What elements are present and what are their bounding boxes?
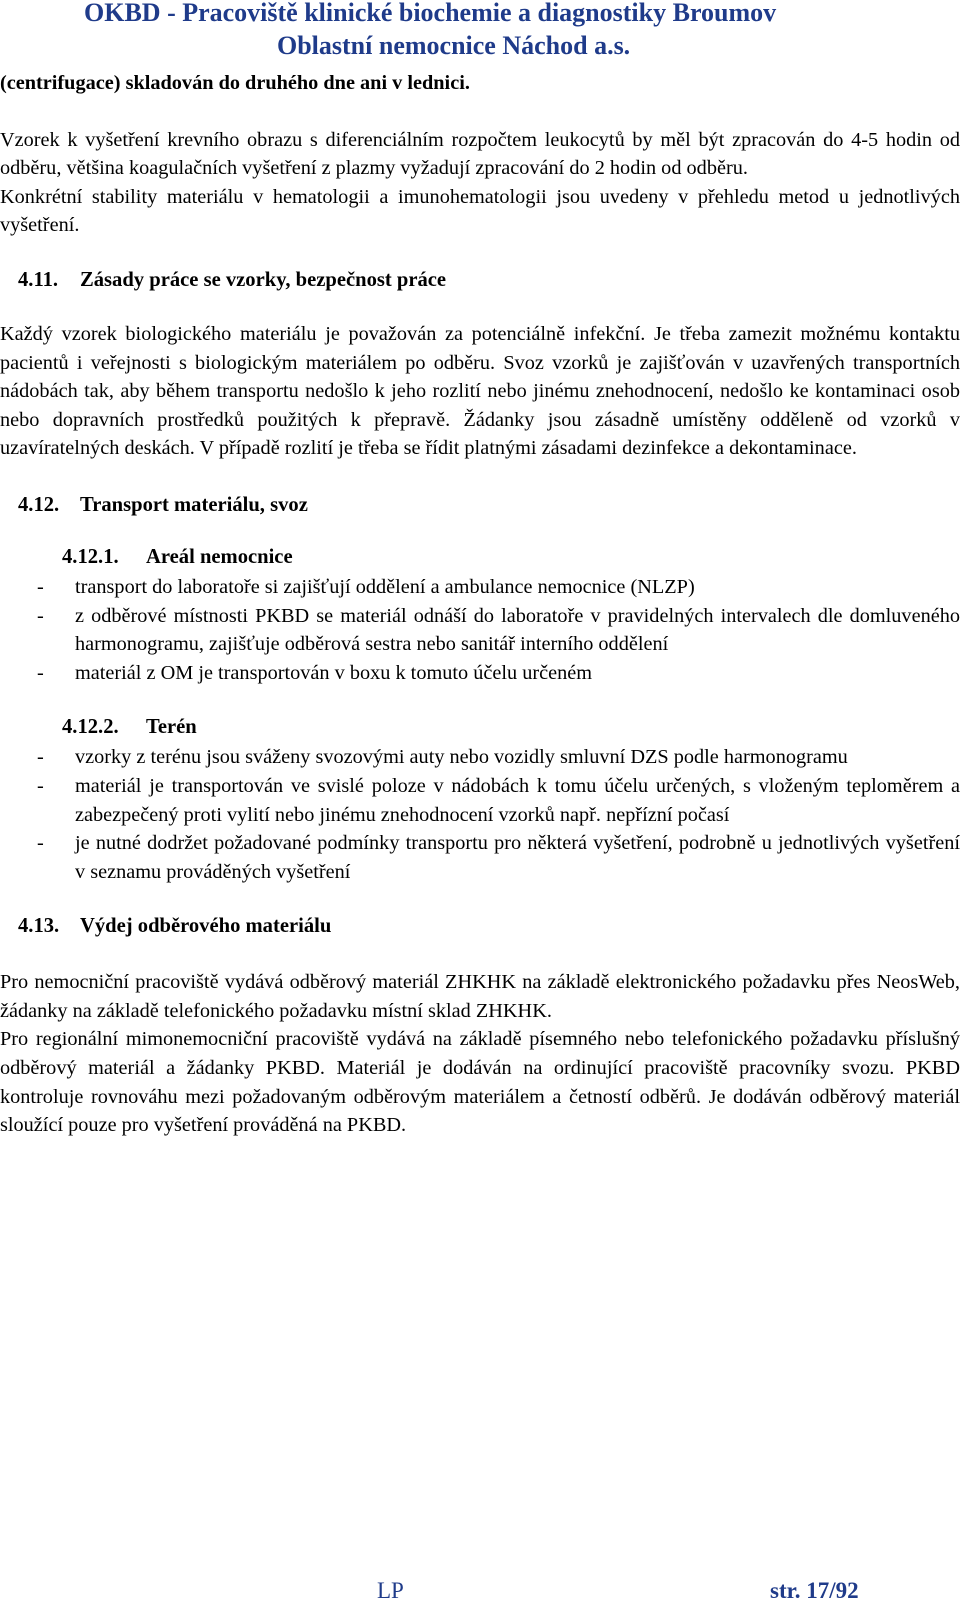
list-areal bbox=[0, 573, 960, 687]
list-item: - z odběrové místnosti PKBD se materiál odnáší do laboratoře v pravidelných intervalech dle domluveného harmonogramu, zajišťuje odběrová sestra nebo sanitář interního oddělení bbox=[0, 602, 960, 659]
header-title: OKBD - Pracoviště klinické biochemie a diagnostiky Broumov bbox=[84, 0, 777, 27]
section-number: 4.12.1. bbox=[62, 545, 119, 568]
list-teren bbox=[0, 743, 960, 886]
section-title: Zásady práce se vzorky, bezpečnost práce bbox=[80, 268, 447, 291]
section-heading-4-12-1 bbox=[0, 543, 960, 571]
document-body bbox=[0, 69, 960, 1140]
list-item: - transport do laboratoře si zajišťují oddělení a ambulance nemocnice (NLZP) bbox=[0, 573, 960, 602]
intro-line: (centrifugace) skladován do druhého dne ani v lednici. bbox=[0, 72, 470, 94]
section-number: 4.12.2. bbox=[62, 716, 119, 739]
list-dash: - bbox=[37, 832, 44, 855]
list-dash: - bbox=[37, 746, 44, 769]
list-item: - je nutné dodržet požadované podmínky transportu pro některá vyšetření, podrobně u jednotlivých vyšetření v seznamu prováděných vyšetření bbox=[0, 829, 960, 886]
paragraph-stability: Konkrétní stability materiálu v hematologii a imunohematologii jsou uvedeny v přehledu metod u jednotlivých vyšetření. bbox=[0, 185, 960, 237]
paragraph-blood-count: Vzorek k vyšetření krevního obrazu s diferenciálním rozpočtem leukocytů by měl být zpracován do 4-5 hodin od odběru, většina koagulačních vyšetření z plazmy vyžadují zpracování do 2 hodin od odběru. bbox=[0, 128, 960, 180]
page-footer bbox=[0, 1578, 960, 1612]
section-heading-4-11 bbox=[0, 266, 960, 294]
section-number: 4.13. bbox=[18, 915, 60, 938]
section-title: Výdej odběrového materiálu bbox=[80, 915, 332, 938]
section-heading-4-12 bbox=[0, 491, 960, 519]
list-dash: - bbox=[37, 604, 44, 627]
paragraph-hospital-supply: Pro nemocniční pracoviště vydává odběrový materiál ZHKHK na základě elektronického požadavku přes NeosWeb, žádanky na základě telefonického požadavku místní sklad ZHKHK. bbox=[0, 971, 960, 1022]
list-dash: - bbox=[37, 575, 44, 598]
page-number: str. 17/92 bbox=[770, 1578, 859, 1603]
list-item: - vzorky z terénu jsou sváženy svozovými auty nebo vozidly smluvní DZS podle harmonogramu bbox=[0, 743, 960, 772]
section-title: Areál nemocnice bbox=[146, 545, 293, 568]
section-heading-4-13 bbox=[0, 912, 960, 940]
paragraph-safety: Každý vzorek biologického materiálu je považován za potenciálně infekční. Je třeba zamezit možnému kontaktu pacientů i veřejnosti s biologickým materiálem po odběru. Svoz vzorků je zajišťován v uzavřených transportních nádobách tak, aby během transportu nedošlo k jeho rozlití nebo jinému znehodnocení, nedošlo ke kontaminaci osob nebo dopravních prostředků použitých k přepravě. Žádanky jsou zásadně umístěny odděleně od vzorků v uzavíratelných deskách. V případě rozlití je třeba se řídit platnými zásadami dezinfekce a dekontaminace. bbox=[0, 322, 960, 460]
section-number: 4.11. bbox=[18, 268, 59, 291]
list-item: - materiál je transportován ve svislé poloze v nádobách k tomu účelu určených, s vloženým teploměrem a zabezpečený proti vylití nebo jinému znehodnocení vzorků např. nepřízní počasí bbox=[0, 772, 960, 829]
list-dash: - bbox=[37, 661, 44, 684]
section-title: Transport materiálu, svoz bbox=[80, 493, 308, 516]
list-dash: - bbox=[37, 774, 44, 797]
list-item: - materiál z OM je transportován v boxu k tomuto účelu určeném bbox=[0, 659, 960, 688]
header-subtitle: Oblastní nemocnice Náchod a.s. bbox=[277, 31, 631, 60]
paragraph-regional-supply: Pro regionální mimonemocniční pracoviště vydává na základě písemného nebo telefonického požadavku příslušný odběrový materiál a žádanky PKBD. Materiál je dodáván na ordinující pracoviště pracovníky svozu. PKBD kontroluje rovnováhu mezi požadovaným odběrovým materiálem a četností odběrů. Je dodáván odběrový materiál sloužící pouze pro vyšetření prováděná na PKBD. bbox=[0, 1028, 960, 1137]
footer-label: LP bbox=[377, 1578, 404, 1603]
section-heading-4-12-2 bbox=[0, 713, 960, 741]
section-number: 4.12. bbox=[18, 493, 60, 516]
section-title: Terén bbox=[146, 716, 197, 739]
